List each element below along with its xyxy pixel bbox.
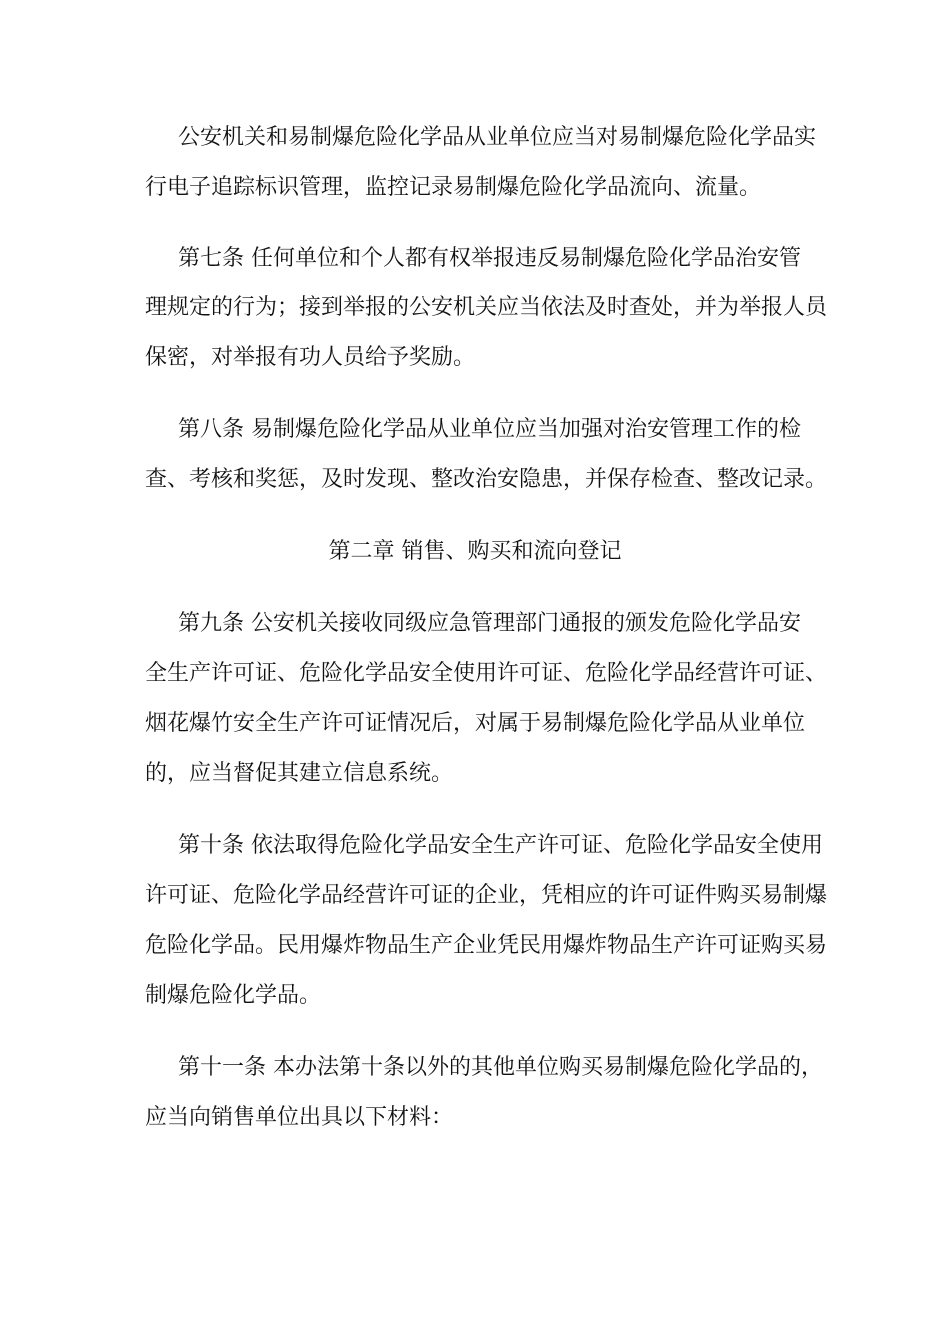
article-7-line-2: 理规定的行为；接到举报的公安机关应当依法及时查处，并为举报人员	[145, 295, 828, 320]
article-10-line-3: 危险化学品。民用爆炸物品生产企业凭民用爆炸物品生产许可证购买易	[145, 933, 828, 958]
paragraph-1-line-2: 行电子追踪标识管理，监控记录易制爆危险化学品流向、流量。	[145, 175, 762, 200]
article-10-line-4: 制爆危险化学品。	[145, 983, 322, 1008]
article-8-line-1: 第八条 易制爆危险化学品从业单位应当加强对治安管理工作的检	[178, 417, 801, 442]
article-7-line-1: 第七条 任何单位和个人都有权举报违反易制爆危险化学品治安管	[178, 246, 801, 271]
article-10-line-2: 许可证、危险化学品经营许可证的企业，凭相应的许可证件购买易制爆	[145, 883, 828, 908]
article-10-line-1: 第十条 依法取得危险化学品安全生产许可证、危险化学品安全使用	[178, 833, 823, 858]
article-11-line-1: 第十一条 本办法第十条以外的其他单位购买易制爆危险化学品的，	[178, 1055, 823, 1080]
article-9-line-1: 第九条 公安机关接收同级应急管理部门通报的颁发危险化学品安	[178, 611, 801, 636]
article-9-line-2: 全生产许可证、危险化学品安全使用许可证、危险化学品经营许可证、	[145, 661, 828, 686]
chapter-heading: 第二章 销售、购买和流向登记	[328, 539, 622, 564]
article-9-line-3: 烟花爆竹安全生产许可证情况后，对属于易制爆危险化学品从业单位	[145, 711, 806, 736]
paragraph-1-line-1: 公安机关和易制爆危险化学品从业单位应当对易制爆危险化学品实	[178, 125, 817, 150]
article-9-line-4: 的，应当督促其建立信息系统。	[145, 761, 454, 786]
article-8-line-2: 查、考核和奖惩，及时发现、整改治安隐患，并保存检查、整改记录。	[145, 467, 828, 492]
article-11-line-2: 应当向销售单位出具以下材料：	[145, 1105, 454, 1130]
article-7-line-3: 保密，对举报有功人员给予奖励。	[145, 345, 476, 370]
